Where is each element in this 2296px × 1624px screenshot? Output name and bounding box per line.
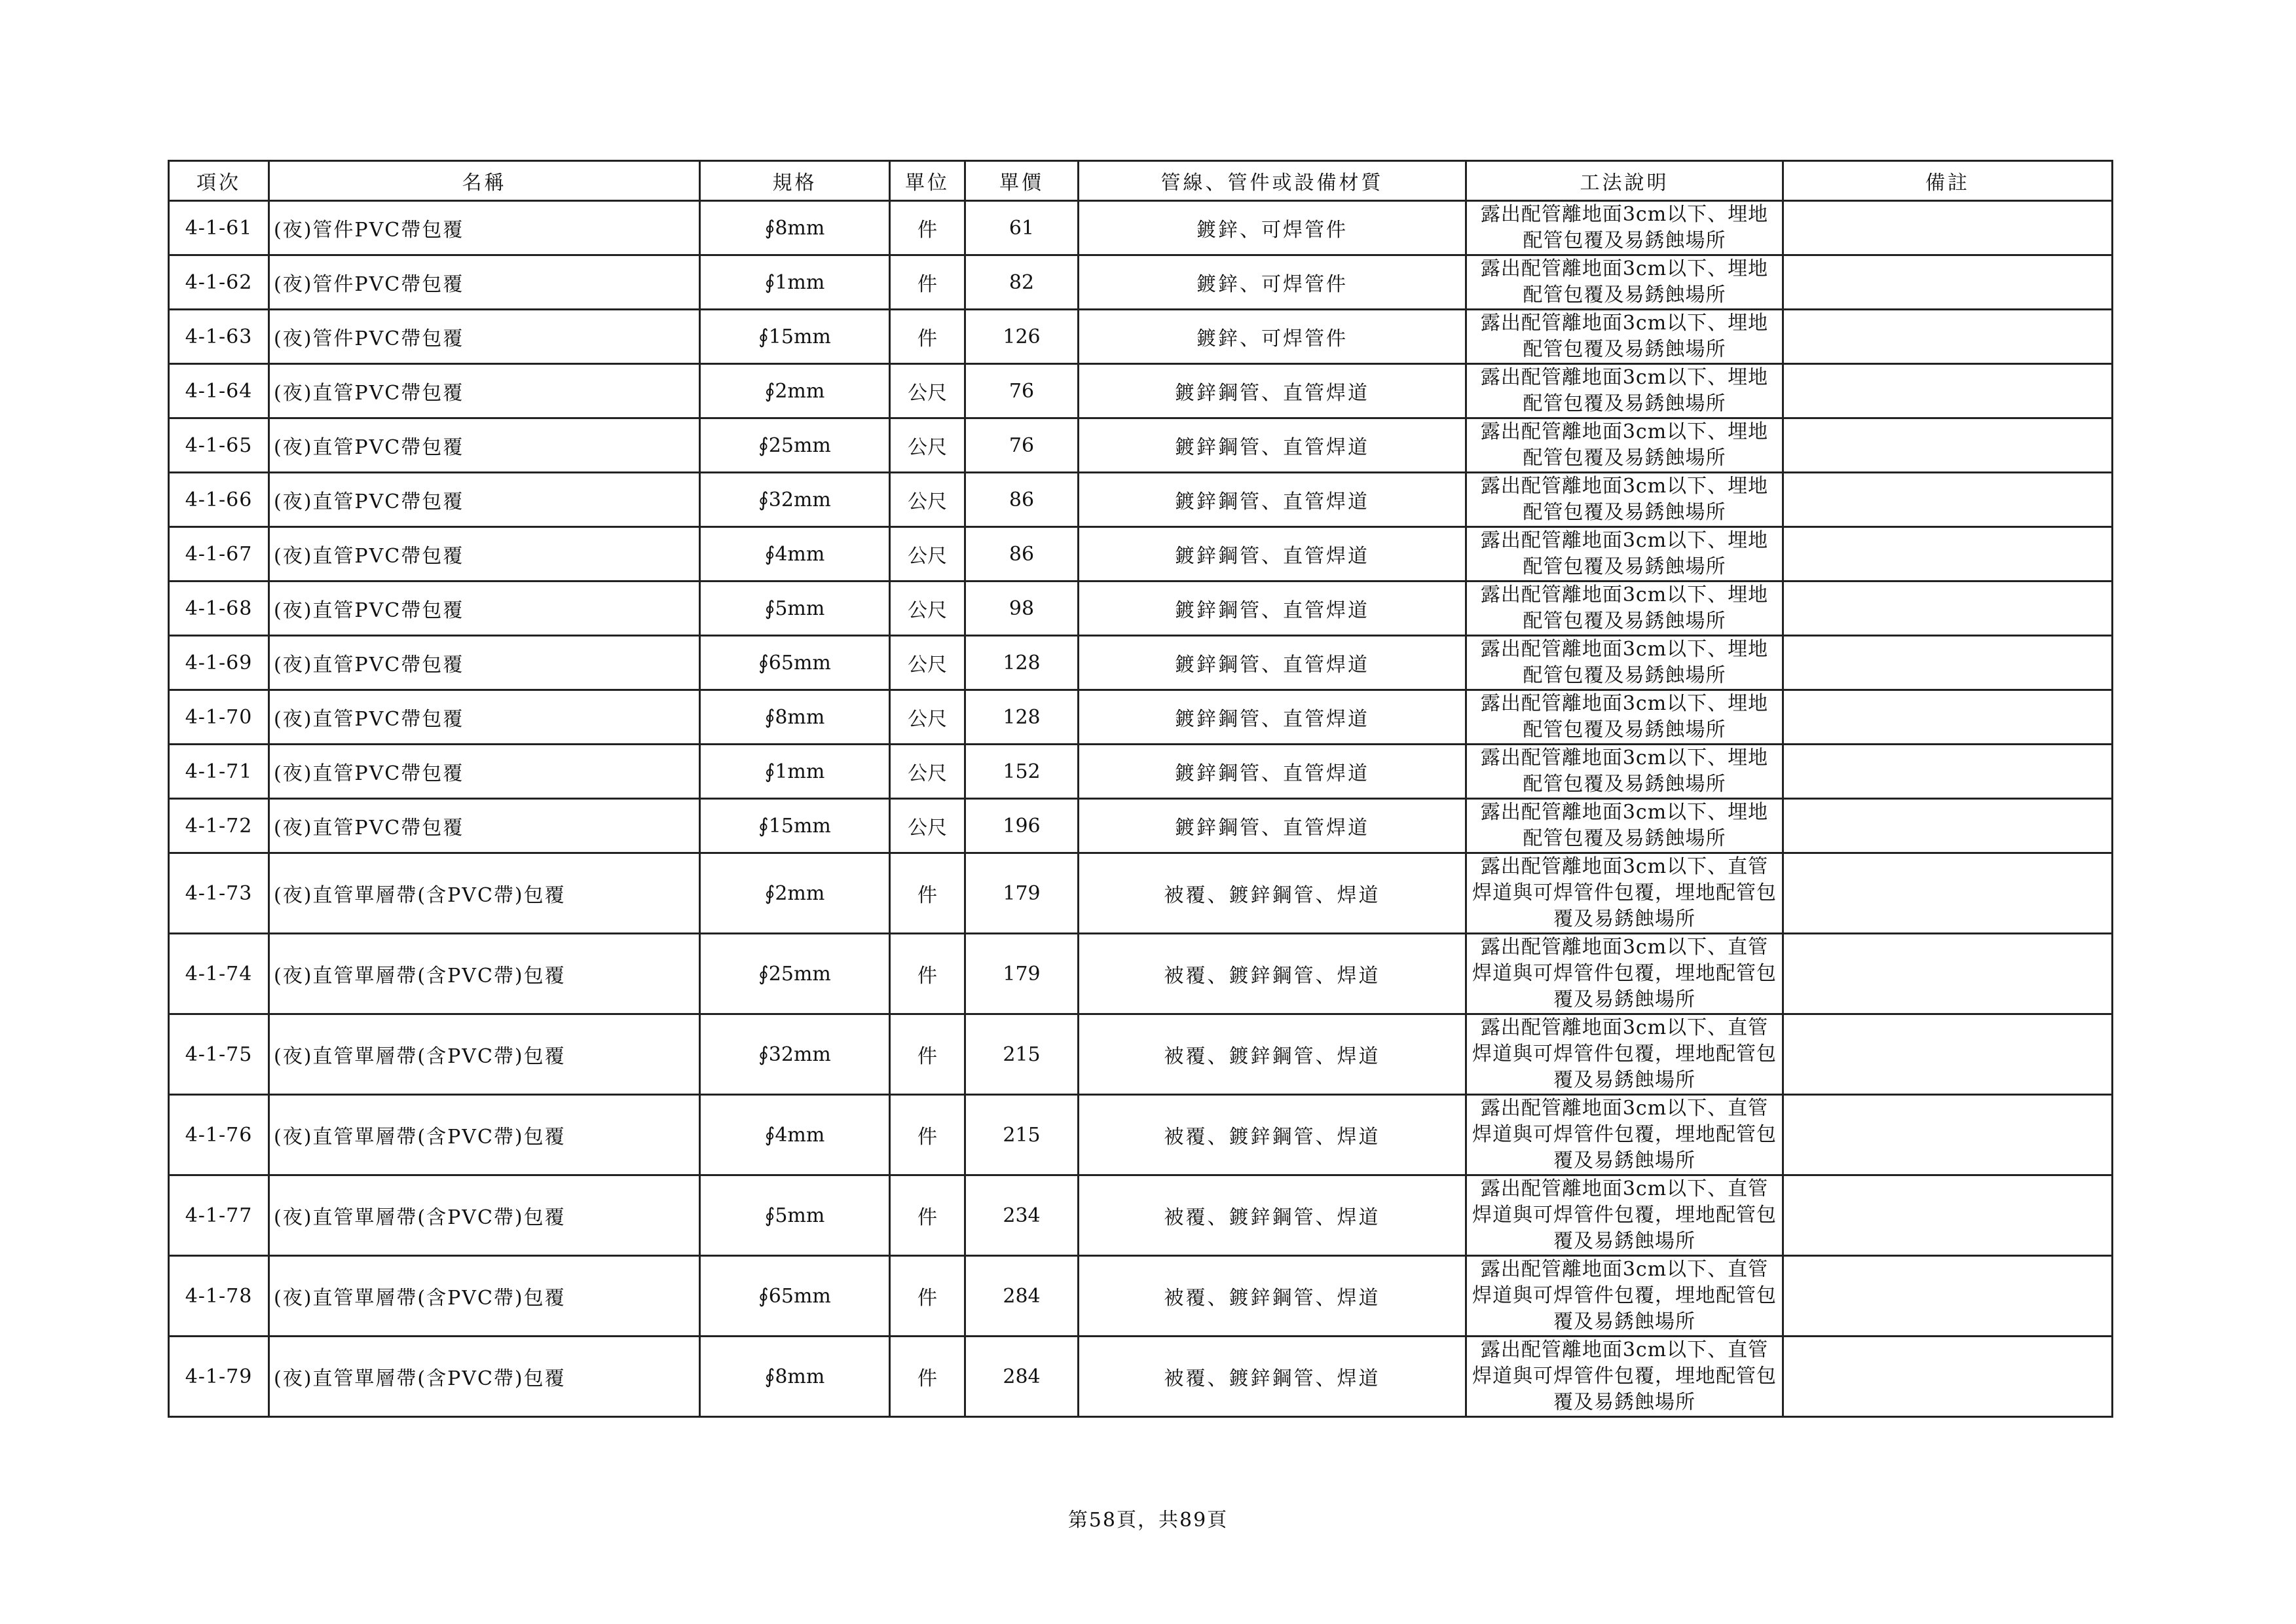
cell-price: 86 (965, 473, 1079, 527)
cell-unit: 件 (890, 1014, 965, 1095)
cell-material: 鍍鋅鋼管、直管焊道 (1079, 473, 1466, 527)
cell-note (1783, 636, 2113, 690)
cell-item: 4-1-78 (169, 1256, 269, 1337)
table-row (169, 1175, 2113, 1256)
cell-item: 4-1-65 (169, 418, 269, 473)
cell-material: 鍍鋅鋼管、直管焊道 (1079, 527, 1466, 581)
header-price: 單價 (965, 161, 1079, 201)
cell-note (1783, 201, 2113, 255)
cell-note (1783, 418, 2113, 473)
cell-material: 被覆、鍍鋅鋼管、焊道 (1079, 1256, 1466, 1337)
cell-method: 露出配管離地面3cm以下、埋地配管包覆及易銹蝕場所 (1466, 799, 1783, 853)
table-row (169, 310, 2113, 364)
cell-price: 196 (965, 799, 1079, 853)
cell-price: 76 (965, 364, 1079, 418)
cell-material: 被覆、鍍鋅鋼管、焊道 (1079, 853, 1466, 934)
cell-method: 露出配管離地面3cm以下、埋地配管包覆及易銹蝕場所 (1466, 364, 1783, 418)
cell-name: (夜)直管單層帶(含PVC帶)包覆 (269, 1175, 700, 1256)
table-row (169, 255, 2113, 310)
cell-material: 被覆、鍍鋅鋼管、焊道 (1079, 1337, 1466, 1417)
cell-item: 4-1-72 (169, 799, 269, 853)
cell-unit: 公尺 (890, 581, 965, 636)
table-row (169, 201, 2113, 255)
cell-spec: ∮32mm (700, 1014, 890, 1095)
table-row (169, 527, 2113, 581)
cell-spec: ∮1mm (700, 745, 890, 799)
cell-price: 128 (965, 636, 1079, 690)
cell-item: 4-1-62 (169, 255, 269, 310)
cell-spec: ∮15mm (700, 799, 890, 853)
cell-material: 鍍鋅、可焊管件 (1079, 201, 1466, 255)
table-row (169, 636, 2113, 690)
cell-unit: 件 (890, 1337, 965, 1417)
cell-method: 露出配管離地面3cm以下、埋地配管包覆及易銹蝕場所 (1466, 418, 1783, 473)
cell-note (1783, 690, 2113, 745)
cell-note (1783, 1256, 2113, 1337)
cell-spec: ∮8mm (700, 690, 890, 745)
cell-name: (夜)直管單層帶(含PVC帶)包覆 (269, 1337, 700, 1417)
cell-unit: 公尺 (890, 473, 965, 527)
cell-note (1783, 853, 2113, 934)
cell-spec: ∮5mm (700, 581, 890, 636)
cell-note (1783, 799, 2113, 853)
cell-name: (夜)直管PVC帶包覆 (269, 473, 700, 527)
cell-spec: ∮5mm (700, 1175, 890, 1256)
cell-price: 234 (965, 1175, 1079, 1256)
cell-unit: 公尺 (890, 745, 965, 799)
cell-method: 露出配管離地面3cm以下、埋地配管包覆及易銹蝕場所 (1466, 201, 1783, 255)
cell-method: 露出配管離地面3cm以下、直管焊道與可焊管件包覆，埋地配管包覆及易銹蝕場所 (1466, 1256, 1783, 1337)
table-row (169, 934, 2113, 1014)
cell-price: 284 (965, 1256, 1079, 1337)
cell-unit: 件 (890, 310, 965, 364)
header-material: 管線、管件或設備材質 (1079, 161, 1466, 201)
cell-item: 4-1-67 (169, 527, 269, 581)
cell-method: 露出配管離地面3cm以下、埋地配管包覆及易銹蝕場所 (1466, 310, 1783, 364)
header-item: 項次 (169, 161, 269, 201)
cell-price: 215 (965, 1095, 1079, 1175)
cell-name: (夜)直管單層帶(含PVC帶)包覆 (269, 1014, 700, 1095)
cell-method: 露出配管離地面3cm以下、直管焊道與可焊管件包覆，埋地配管包覆及易銹蝕場所 (1466, 1014, 1783, 1095)
table-row (169, 1014, 2113, 1095)
cell-method: 露出配管離地面3cm以下、直管焊道與可焊管件包覆，埋地配管包覆及易銹蝕場所 (1466, 1175, 1783, 1256)
cell-price: 61 (965, 201, 1079, 255)
cell-method: 露出配管離地面3cm以下、直管焊道與可焊管件包覆，埋地配管包覆及易銹蝕場所 (1466, 934, 1783, 1014)
cell-unit: 公尺 (890, 690, 965, 745)
cell-unit: 公尺 (890, 636, 965, 690)
cell-item: 4-1-70 (169, 690, 269, 745)
cell-spec: ∮15mm (700, 310, 890, 364)
cell-item: 4-1-75 (169, 1014, 269, 1095)
cell-spec: ∮1mm (700, 255, 890, 310)
table-body (169, 201, 2113, 1417)
table-row (169, 853, 2113, 934)
cell-method: 露出配管離地面3cm以下、直管焊道與可焊管件包覆，埋地配管包覆及易銹蝕場所 (1466, 1337, 1783, 1417)
cell-spec: ∮25mm (700, 418, 890, 473)
cell-name: (夜)直管PVC帶包覆 (269, 690, 700, 745)
cell-method: 露出配管離地面3cm以下、埋地配管包覆及易銹蝕場所 (1466, 636, 1783, 690)
cell-item: 4-1-76 (169, 1095, 269, 1175)
header-note: 備註 (1783, 161, 2113, 201)
cell-price: 86 (965, 527, 1079, 581)
cell-item: 4-1-69 (169, 636, 269, 690)
cell-method: 露出配管離地面3cm以下、埋地配管包覆及易銹蝕場所 (1466, 690, 1783, 745)
cell-name: (夜)直管單層帶(含PVC帶)包覆 (269, 1256, 700, 1337)
cell-spec: ∮8mm (700, 1337, 890, 1417)
cell-price: 126 (965, 310, 1079, 364)
cell-note (1783, 745, 2113, 799)
cell-name: (夜)直管PVC帶包覆 (269, 581, 700, 636)
cell-price: 82 (965, 255, 1079, 310)
cell-spec: ∮4mm (700, 1095, 890, 1175)
table-header-row (169, 161, 2113, 201)
header-unit: 單位 (890, 161, 965, 201)
table-row (169, 473, 2113, 527)
header-spec: 規格 (700, 161, 890, 201)
cell-unit: 件 (890, 255, 965, 310)
cell-unit: 件 (890, 1175, 965, 1256)
cell-price: 179 (965, 934, 1079, 1014)
cell-item: 4-1-79 (169, 1337, 269, 1417)
table-row (169, 745, 2113, 799)
cell-note (1783, 473, 2113, 527)
cell-method: 露出配管離地面3cm以下、埋地配管包覆及易銹蝕場所 (1466, 745, 1783, 799)
cell-method: 露出配管離地面3cm以下、埋地配管包覆及易銹蝕場所 (1466, 473, 1783, 527)
cell-note (1783, 581, 2113, 636)
cell-material: 被覆、鍍鋅鋼管、焊道 (1079, 1095, 1466, 1175)
cell-note (1783, 934, 2113, 1014)
cell-method: 露出配管離地面3cm以下、埋地配管包覆及易銹蝕場所 (1466, 527, 1783, 581)
cell-spec: ∮25mm (700, 934, 890, 1014)
cell-unit: 公尺 (890, 418, 965, 473)
cell-material: 被覆、鍍鋅鋼管、焊道 (1079, 934, 1466, 1014)
table-row (169, 1337, 2113, 1417)
table-row (169, 581, 2113, 636)
cell-price: 284 (965, 1337, 1079, 1417)
cell-name: (夜)直管單層帶(含PVC帶)包覆 (269, 1095, 700, 1175)
cell-unit: 件 (890, 201, 965, 255)
cell-material: 鍍鋅鋼管、直管焊道 (1079, 581, 1466, 636)
unit-price-table (168, 160, 2113, 1418)
cell-spec: ∮65mm (700, 1256, 890, 1337)
cell-material: 被覆、鍍鋅鋼管、焊道 (1079, 1014, 1466, 1095)
cell-price: 76 (965, 418, 1079, 473)
cell-material: 鍍鋅鋼管、直管焊道 (1079, 636, 1466, 690)
cell-item: 4-1-64 (169, 364, 269, 418)
cell-spec: ∮2mm (700, 853, 890, 934)
cell-item: 4-1-68 (169, 581, 269, 636)
cell-note (1783, 527, 2113, 581)
cell-item: 4-1-66 (169, 473, 269, 527)
cell-spec: ∮4mm (700, 527, 890, 581)
cell-unit: 件 (890, 934, 965, 1014)
cell-item: 4-1-74 (169, 934, 269, 1014)
table-row (169, 1095, 2113, 1175)
cell-note (1783, 255, 2113, 310)
cell-material: 鍍鋅鋼管、直管焊道 (1079, 418, 1466, 473)
cell-spec: ∮65mm (700, 636, 890, 690)
table-row (169, 364, 2113, 418)
cell-note (1783, 1095, 2113, 1175)
cell-item: 4-1-61 (169, 201, 269, 255)
cell-item: 4-1-73 (169, 853, 269, 934)
table-row (169, 690, 2113, 745)
cell-material: 鍍鋅鋼管、直管焊道 (1079, 745, 1466, 799)
cell-method: 露出配管離地面3cm以下、直管焊道與可焊管件包覆，埋地配管包覆及易銹蝕場所 (1466, 1095, 1783, 1175)
cell-method: 露出配管離地面3cm以下、埋地配管包覆及易銹蝕場所 (1466, 581, 1783, 636)
cell-price: 215 (965, 1014, 1079, 1095)
cell-name: (夜)直管單層帶(含PVC帶)包覆 (269, 934, 700, 1014)
cell-unit: 公尺 (890, 364, 965, 418)
cell-material: 鍍鋅鋼管、直管焊道 (1079, 690, 1466, 745)
cell-note (1783, 1175, 2113, 1256)
table-row (169, 799, 2113, 853)
cell-name: (夜)直管PVC帶包覆 (269, 527, 700, 581)
cell-material: 鍍鋅鋼管、直管焊道 (1079, 364, 1466, 418)
cell-price: 179 (965, 853, 1079, 934)
cell-item: 4-1-71 (169, 745, 269, 799)
cell-name: (夜)直管PVC帶包覆 (269, 745, 700, 799)
cell-spec: ∮2mm (700, 364, 890, 418)
cell-material: 鍍鋅、可焊管件 (1079, 310, 1466, 364)
cell-spec: ∮8mm (700, 201, 890, 255)
cell-name: (夜)直管PVC帶包覆 (269, 364, 700, 418)
cell-item: 4-1-77 (169, 1175, 269, 1256)
cell-name: (夜)直管PVC帶包覆 (269, 799, 700, 853)
cell-unit: 件 (890, 1256, 965, 1337)
cell-method: 露出配管離地面3cm以下、直管焊道與可焊管件包覆，埋地配管包覆及易銹蝕場所 (1466, 853, 1783, 934)
cell-name: (夜)直管單層帶(含PVC帶)包覆 (269, 853, 700, 934)
cell-unit: 件 (890, 1095, 965, 1175)
price-table-sheet (168, 160, 2111, 1418)
cell-method: 露出配管離地面3cm以下、埋地配管包覆及易銹蝕場所 (1466, 255, 1783, 310)
cell-note (1783, 1014, 2113, 1095)
cell-material: 鍍鋅鋼管、直管焊道 (1079, 799, 1466, 853)
cell-name: (夜)直管PVC帶包覆 (269, 418, 700, 473)
cell-note (1783, 364, 2113, 418)
page-number: 第58頁，共89頁 (1067, 1509, 1229, 1532)
table-row (169, 1256, 2113, 1337)
cell-item: 4-1-63 (169, 310, 269, 364)
cell-price: 98 (965, 581, 1079, 636)
table-row (169, 418, 2113, 473)
cell-unit: 公尺 (890, 799, 965, 853)
header-name: 名稱 (269, 161, 700, 201)
cell-name: (夜)管件PVC帶包覆 (269, 255, 700, 310)
cell-note (1783, 310, 2113, 364)
cell-spec: ∮32mm (700, 473, 890, 527)
cell-note (1783, 1337, 2113, 1417)
cell-material: 鍍鋅、可焊管件 (1079, 255, 1466, 310)
cell-price: 128 (965, 690, 1079, 745)
cell-unit: 件 (890, 853, 965, 934)
cell-material: 被覆、鍍鋅鋼管、焊道 (1079, 1175, 1466, 1256)
cell-name: (夜)管件PVC帶包覆 (269, 201, 700, 255)
cell-name: (夜)管件PVC帶包覆 (269, 310, 700, 364)
cell-name: (夜)直管PVC帶包覆 (269, 636, 700, 690)
cell-unit: 公尺 (890, 527, 965, 581)
cell-price: 152 (965, 745, 1079, 799)
header-method: 工法說明 (1466, 161, 1783, 201)
